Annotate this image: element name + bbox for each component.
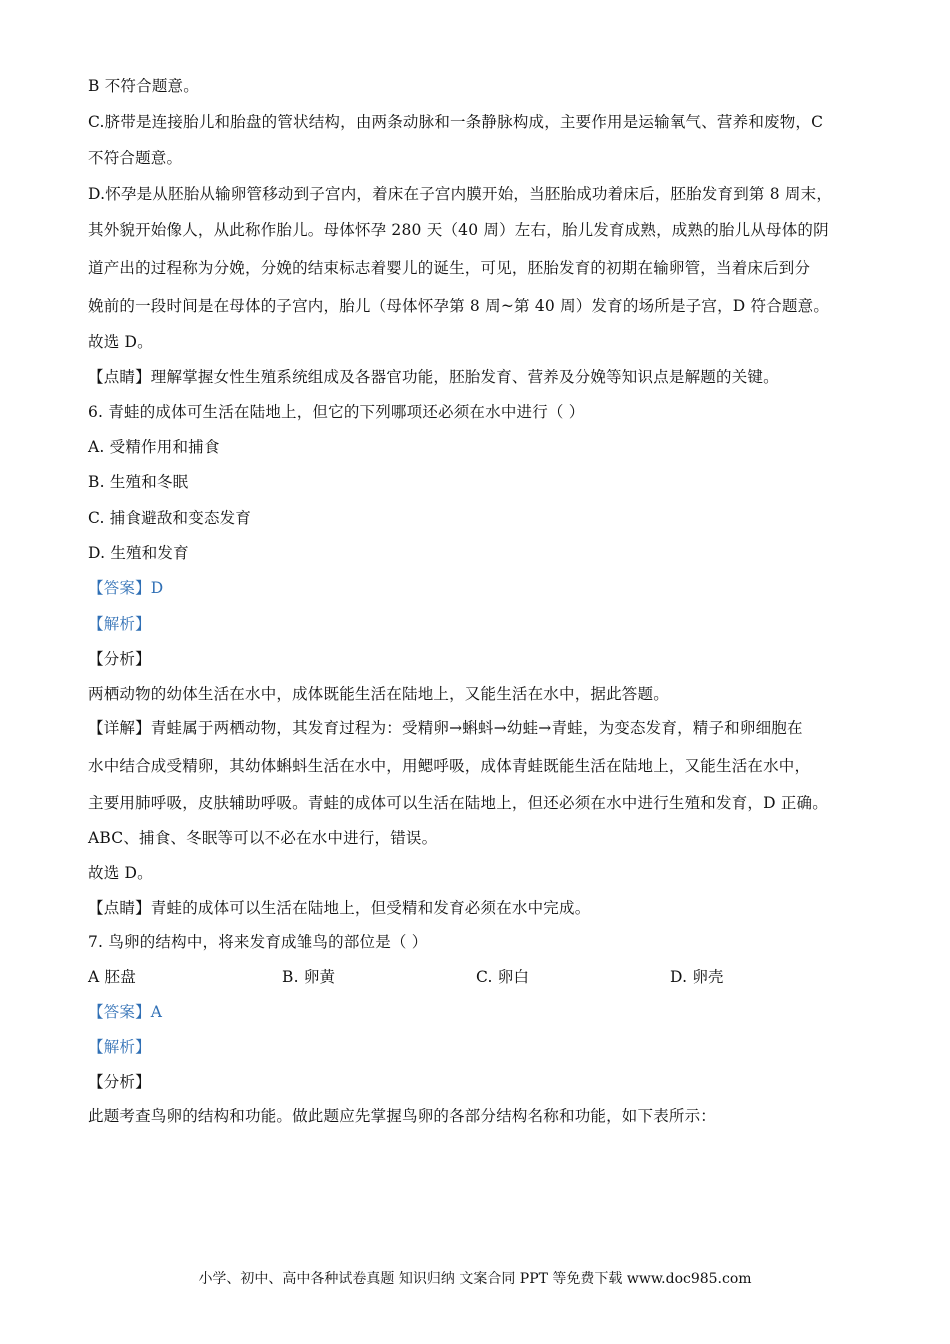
option-a: A 胚盘 xyxy=(88,968,136,986)
answer-label: 【答案】A xyxy=(88,1003,163,1021)
text-line: C.脐带是连接胎儿和胎盘的管状结构，由两条动脉和一条静脉构成，主要作用是运输氧气、营养和废物，C xyxy=(88,113,824,131)
page-footer: 小学、初中、高中各种试卷真题 知识归纳 文案合同 PPT 等免费下载 www.doc985.com xyxy=(198,1271,752,1287)
option-c: C. 捕食避敌和变态发育 xyxy=(88,509,252,527)
option-d: D. 生殖和发育 xyxy=(88,544,189,562)
text-line: 其外貌开始像人，从此称作胎儿。母体怀孕 280 天（40 周）左右，胎儿发育成熟，成熟的胎儿从母体的阴 xyxy=(88,221,829,239)
text-line: 故选 D。 xyxy=(88,333,153,351)
option-b: B. 生殖和冬眠 xyxy=(88,473,189,491)
text-line: 不符合题意。 xyxy=(88,149,183,167)
section-heading: 【分析】 xyxy=(88,1073,151,1091)
option-a: A. 受精作用和捕食 xyxy=(88,438,220,456)
analysis-label: 【解析】 xyxy=(88,615,151,633)
text-line: 道产出的过程称为分娩，分娩的结束标志着婴儿的诞生，可见，胚胎发育的初期在输卵管，当着床后到分 xyxy=(88,259,811,277)
option-d: D. 卵壳 xyxy=(670,968,724,986)
question-6: 6. 青蛙的成体可生活在陆地上，但它的下列哪项还必须在水中进行（ ） xyxy=(88,403,585,421)
text-line: 此题考查鸟卵的结构和功能。做此题应先掌握鸟卵的各部分结构名称和功能，如下表所示： xyxy=(88,1107,717,1125)
text-line: 【点睛】青蛙的成体可以生活在陆地上，但受精和发育必须在水中完成。 xyxy=(88,899,591,917)
text-line: 【详解】青蛙属于两栖动物，其发育过程为：受精卵→蝌蚪→幼蛙→青蛙，为变态发育，精子和卵细胞在 xyxy=(88,719,803,737)
text-line: 娩前的一段时间是在母体的子宫内，胎儿（母体怀孕第 8 周~第 40 周）发育的场所是子宫，D 符合题意。 xyxy=(88,297,830,315)
text-line: 两栖动物的幼体生活在水中，成体既能生活在陆地上，又能生活在水中，据此答题。 xyxy=(88,685,669,703)
option-b: B. 卵黄 xyxy=(282,968,336,986)
text-line: ABC、捕食、冬眠等可以不必在水中进行，错误。 xyxy=(88,829,438,847)
text-line: 故选 D。 xyxy=(88,864,153,882)
text-line: 水中结合成受精卵，其幼体蝌蚪生活在水中，用鳃呼吸，成体青蛙既能生活在陆地上，又能生活在水中， xyxy=(88,757,811,775)
answer-label: 【答案】D xyxy=(88,579,164,597)
analysis-label: 【解析】 xyxy=(88,1038,151,1056)
text-line: D.怀孕是从胚胎从输卵管移动到子宫内，着床在子宫内膜开始，当胚胎成功着床后，胚胎发育到第 8 周末， xyxy=(88,185,833,203)
question-7: 7. 鸟卵的结构中，将来发育成雏鸟的部位是（ ） xyxy=(88,933,428,951)
option-c: C. 卵白 xyxy=(476,968,530,986)
text-line: 【点睛】理解掌握女性生殖系统组成及各器官功能，胚胎发育、营养及分娩等知识点是解题的关键。 xyxy=(88,368,779,386)
section-heading: 【分析】 xyxy=(88,650,151,668)
text-line: B 不符合题意。 xyxy=(88,77,199,95)
question-7-options xyxy=(88,966,890,988)
text-line: 主要用肺呼吸，皮肤辅助呼吸。青蛙的成体可以生活在陆地上，但还必须在水中进行生殖和发育，D 正确。 xyxy=(88,794,828,812)
